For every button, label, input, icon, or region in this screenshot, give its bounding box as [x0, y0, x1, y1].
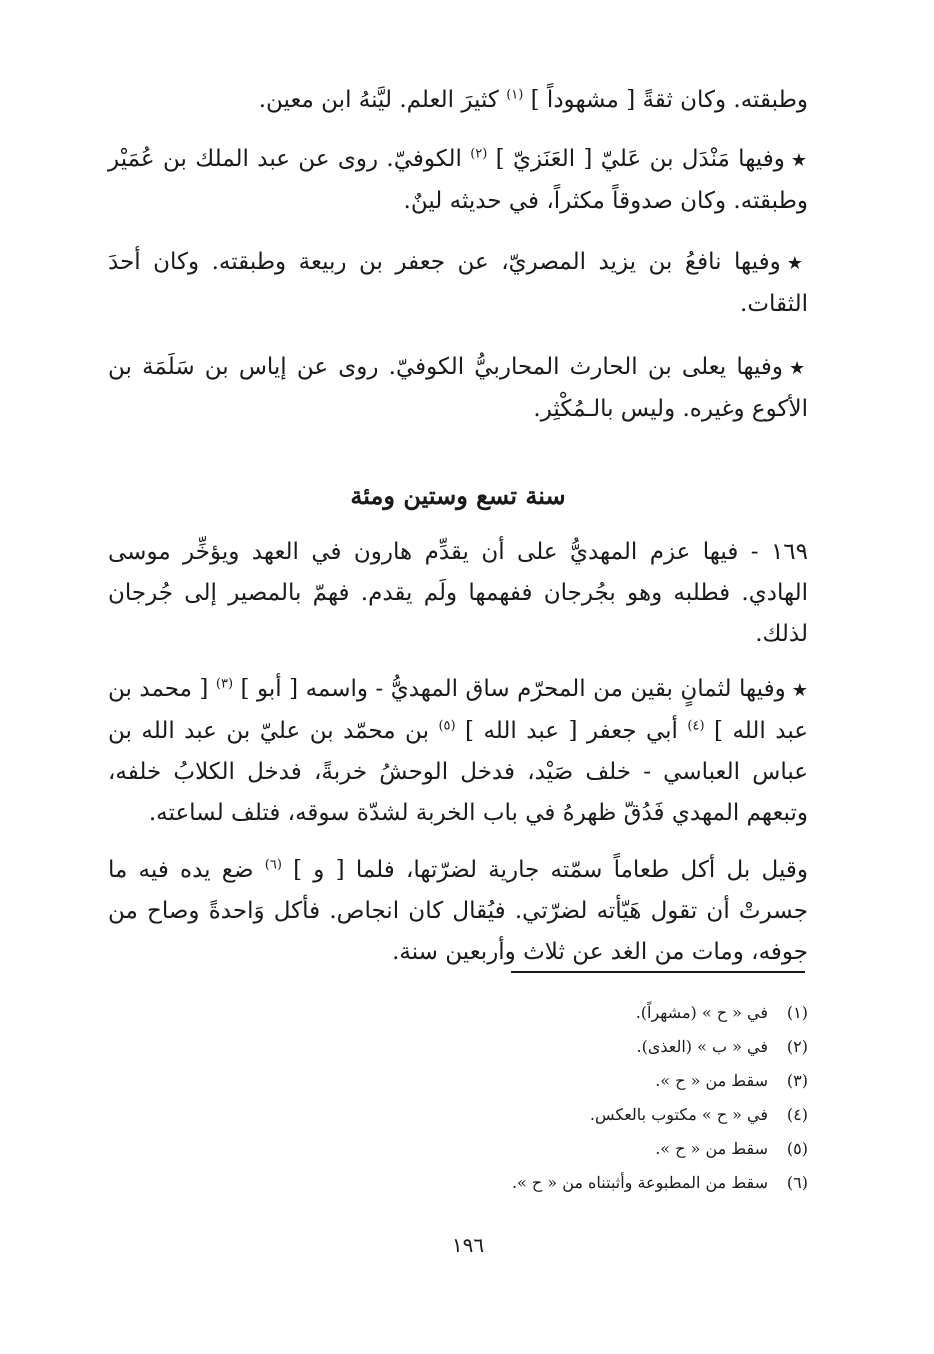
paragraph-text: أبي جعفر [ عبد الله ] — [455, 718, 688, 744]
footnote-marker: (٣) — [215, 676, 234, 692]
footnote-text: سقط من « ح ». — [655, 1139, 768, 1158]
paragraph-3 — [108, 242, 808, 325]
section-heading: سنة تسع وستين ومئة — [350, 481, 566, 510]
paragraph-text: الكوفيّ. روى عن عبد الملك بن عُمَيْر وطبقته. وكان صدوقاً مكثراً، في حديثه لينٌ. — [108, 146, 808, 214]
footnote-text: سقط من المطبوعة وأثبتناه من « ح ». — [511, 1173, 768, 1192]
footnote-marker: (٤) — [687, 718, 705, 734]
footnote-item — [300, 1030, 808, 1064]
paragraph-text: كثيرَ العلم. ليَّنهُ ابن معين. — [258, 87, 507, 113]
paragraph-text: وفيها يعلى بن الحارث المحاربيُّ الكوفيّ. روى عن إياس بن سَلَمَة بن الأكوع وغيره. وليس بالـمُكْثِر. — [108, 354, 808, 422]
paragraph-4 — [108, 347, 808, 430]
footnote-text: في « ب » (العذى). — [636, 1037, 768, 1056]
top-text-block — [108, 80, 808, 430]
footnote-marker: (١) — [506, 87, 524, 103]
star-icon: ★ — [791, 680, 808, 701]
star-icon: ★ — [789, 358, 808, 379]
footnote-text: في « ح » (مشهراً). — [635, 1003, 768, 1022]
footnote-number: (٥) — [786, 1139, 808, 1158]
footnote-text: سقط من « ح ». — [655, 1071, 768, 1090]
footnote-marker: (٢) — [470, 146, 488, 162]
footnote-item — [300, 1098, 808, 1132]
footnote-marker: (٥) — [438, 718, 456, 734]
paragraph-5 — [108, 532, 808, 655]
footnote-number: (٦) — [786, 1173, 808, 1192]
footnote-number: (٣) — [786, 1071, 808, 1090]
star-icon: ★ — [790, 150, 808, 171]
paragraph-text: وفيها لثمانٍ بقين من المحرّم ساق المهديُّ - واسمه [ أبو ] — [233, 676, 786, 702]
footnote-number: (١) — [786, 1003, 808, 1022]
star-icon: ★ — [786, 253, 809, 274]
footnote-text: في « ح » مكتوب بالعكس. — [589, 1105, 768, 1124]
paragraph-2 — [108, 139, 808, 222]
page-number: ١٩٦ — [451, 1233, 485, 1257]
paragraph-text: وقيل بل أكل طعاماً سمّته جارية لضرّتها، فلما [ و ] — [281, 857, 808, 883]
footnote-divider — [511, 971, 805, 973]
bottom-text-block — [108, 532, 808, 973]
paragraph-text: وطبقته. وكان ثقةً [ مشهوداً ] — [523, 87, 808, 113]
paragraph-text: ١٦٩ - فيها عزم المهديُّ على أن يقدِّم هارون في العهد ويؤخِّر موسى الهادي. فطلبه وهو بجُرجان ففهمها ولَم يقدم. فهمّ بالمصير إلى جُرجان لذلك. — [108, 539, 808, 647]
paragraph-text: ضع يده فيه ما جسرتْ أن تقول هَيّأته لضرّتي. فيُقال كان انجاص. فأكل وَاحدةً وصاح من جوفه، ومات من الغد عن ثلاث وأربعين سنة. — [108, 857, 808, 965]
paragraph-1 — [108, 80, 808, 121]
footnote-item — [300, 1132, 808, 1166]
footnote-item — [300, 1064, 808, 1098]
footnote-item — [300, 996, 808, 1030]
footnote-number: (٢) — [786, 1037, 808, 1056]
paragraph-text: وفيها نافعُ بن يزيد المصريّ، عن جعفر بن ربيعة وطبقته. وكان أحدَ الثقات. — [108, 249, 808, 317]
footnote-item — [300, 1166, 808, 1200]
paragraph-text: بن محمّد بن عليّ بن عبد الله بن عباس العباسي - خلف صَيْد، فدخل الوحشُ خربةً، فدخل الكلابُ خلفه، وتبعهم المهدي فَدُقّ ظهرهُ في باب الخربة لشدّة سوقه، فتلف لساعته. — [108, 718, 808, 826]
paragraph-text: [ محمد بن عبد الله ] — [108, 676, 808, 744]
footnote-number: (٤) — [786, 1105, 808, 1124]
footnote-marker: (٦) — [264, 857, 282, 873]
paragraph-7 — [108, 850, 808, 973]
paragraph-text: وفيها مَنْدَل بن عَليّ [ العَنَزيّ ] — [487, 146, 785, 172]
paragraph-6 — [108, 669, 808, 834]
footnotes-list — [300, 996, 808, 1200]
